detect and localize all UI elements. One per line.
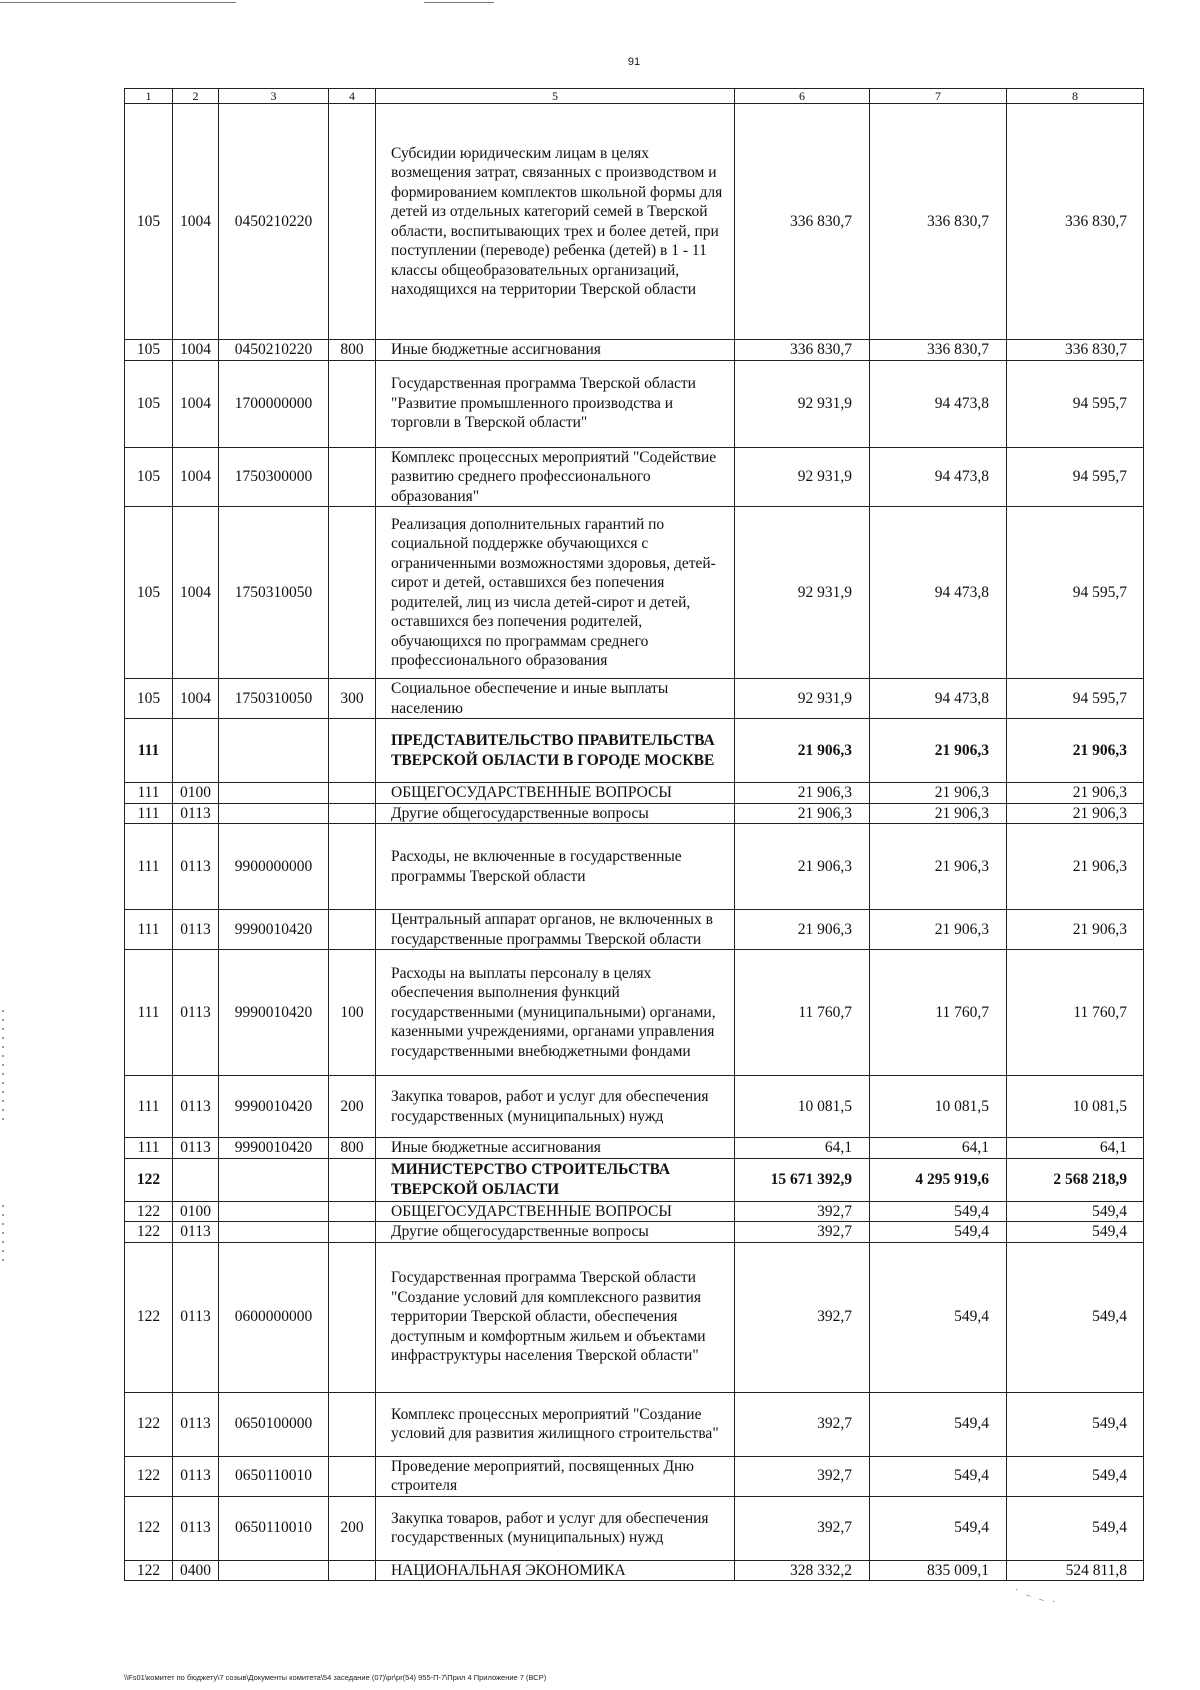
table-row [125,1496,1144,1560]
cell-expense-type [329,783,376,804]
cell-amount-year-1: 10 081,5 [735,1076,870,1138]
cell-amount-year-3: 94 595,7 [1007,507,1144,679]
cell-ministry-code: 122 [125,1456,173,1496]
cell-amount-year-3: 336 830,7 [1007,104,1144,340]
table-row-section-total [125,719,1144,783]
table-row [125,360,1144,447]
cell-ministry-code: 122 [125,1201,173,1222]
cell-description: МИНИСТЕРСТВО СТРОИТЕЛЬСТВА ТВЕРСКОЙ ОБЛАСТИ [376,1158,735,1201]
cell-expense-type [329,1158,376,1201]
cell-section-code: 1004 [173,447,219,507]
cell-expense-type [329,447,376,507]
cell-ministry-code: 111 [125,1076,173,1138]
cell-description: Проведение мероприятий, посвященных Дню строителя [376,1456,735,1496]
cell-description: Государственная программа Тверской области "Создание условий для комплексного развития территории Тверской области, обеспечения доступным и комфортным жильем и объектами инфраструктуры населения Тверской области" [376,1242,735,1392]
table-row [125,1076,1144,1138]
cell-expense-type [329,1392,376,1456]
cell-expense-type [329,360,376,447]
cell-target-code: 0450210220 [219,340,329,361]
cell-amount-year-2: 21 906,3 [870,824,1007,910]
budget-table [124,88,1144,1581]
cell-amount-year-1: 21 906,3 [735,824,870,910]
cell-ministry-code: 111 [125,783,173,804]
cell-amount-year-2: 549,4 [870,1201,1007,1222]
scan-edge-line [424,2,494,3]
cell-ministry-code: 105 [125,104,173,340]
cell-expense-type: 100 [329,950,376,1076]
cell-description: Закупка товаров, работ и услуг для обеспечения государственных (муниципальных) нужд [376,1496,735,1560]
cell-ministry-code: 122 [125,1560,173,1581]
cell-description: ПРЕДСТАВИТЕЛЬСТВО ПРАВИТЕЛЬСТВА ТВЕРСКОЙ ОБЛАСТИ В ГОРОДЕ МОСКВЕ [376,719,735,783]
table-row [125,447,1144,507]
cell-description: Реализация дополнительных гарантий по социальной поддержке обучающихся с ограниченными возможностями здоровья, детей-сирот и детей, оставшихся без попечения родителей, лиц из числа детей-сирот и детей, оставшихся без попечения родителей, обучающихся по программам среднего профессионального образования [376,507,735,679]
cell-amount-year-1: 21 906,3 [735,803,870,824]
column-header: 5 [376,89,735,104]
cell-target-code [219,719,329,783]
cell-amount-year-1: 64,1 [735,1138,870,1159]
cell-description: Иные бюджетные ассигнования [376,340,735,361]
cell-ministry-code: 111 [125,824,173,910]
cell-amount-year-2: 94 473,8 [870,360,1007,447]
cell-amount-year-1: 92 931,9 [735,507,870,679]
cell-amount-year-2: 4 295 919,6 [870,1158,1007,1201]
cell-section-code: 1004 [173,104,219,340]
cell-amount-year-3: 21 906,3 [1007,719,1144,783]
cell-amount-year-3: 549,4 [1007,1496,1144,1560]
cell-ministry-code: 122 [125,1392,173,1456]
cell-amount-year-1: 15 671 392,9 [735,1158,870,1201]
cell-description: Центральный аппарат органов, не включенных в государственные программы Тверской области [376,910,735,950]
cell-target-code: 9990010420 [219,910,329,950]
cell-ministry-code: 111 [125,803,173,824]
cell-amount-year-1: 392,7 [735,1201,870,1222]
cell-section-code: 0113 [173,910,219,950]
cell-section-code: 0113 [173,1496,219,1560]
cell-section-code: 0113 [173,824,219,910]
table-row [125,950,1144,1076]
table-row [125,910,1144,950]
cell-amount-year-1: 11 760,7 [735,950,870,1076]
cell-description: Закупка товаров, работ и услуг для обеспечения государственных (муниципальных) нужд [376,1076,735,1138]
cell-description: Государственная программа Тверской области "Развитие промышленного производства и торговли в Тверской области" [376,360,735,447]
cell-amount-year-1: 392,7 [735,1222,870,1243]
table-row [125,104,1144,340]
cell-description: Комплекс процессных мероприятий "Создание условий для развития жилищного строительства" [376,1392,735,1456]
cell-target-code: 1750300000 [219,447,329,507]
cell-target-code: 1750310050 [219,507,329,679]
cell-ministry-code: 105 [125,447,173,507]
table-row [125,507,1144,679]
cell-section-code: 0400 [173,1560,219,1581]
footer-file-path: \\Fs01\комитет по бюджету\7 созыв\Документы комитета\54 заседание (07)\pr\pr(54) 955-П-7\Прил 4 Приложение 7 (ВСР) [124,1673,547,1682]
column-header: 8 [1007,89,1144,104]
cell-amount-year-2: 21 906,3 [870,910,1007,950]
cell-amount-year-1: 328 332,2 [735,1560,870,1581]
cell-amount-year-1: 392,7 [735,1242,870,1392]
cell-description: Расходы, не включенные в государственные программы Тверской области [376,824,735,910]
cell-amount-year-3: 2 568 218,9 [1007,1158,1144,1201]
table-row [125,1456,1144,1496]
column-header: 3 [219,89,329,104]
cell-description: Расходы на выплаты персоналу в целях обеспечения выполнения функций государственными (муниципальными) органами, казенными учреждениями, органами управления государственными внебюджетными фондами [376,950,735,1076]
cell-target-code: 9990010420 [219,1138,329,1159]
cell-ministry-code: 105 [125,360,173,447]
cell-description: Другие общегосударственные вопросы [376,803,735,824]
cell-amount-year-2: 64,1 [870,1138,1007,1159]
cell-amount-year-3: 10 081,5 [1007,1076,1144,1138]
table-row [125,1138,1144,1159]
cell-target-code [219,783,329,804]
cell-section-code: 0113 [173,803,219,824]
cell-amount-year-2: 94 473,8 [870,447,1007,507]
cell-ministry-code: 122 [125,1242,173,1392]
cell-amount-year-1: 21 906,3 [735,783,870,804]
cell-section-code: 0113 [173,1076,219,1138]
cell-expense-type: 300 [329,679,376,719]
cell-amount-year-2: 11 760,7 [870,950,1007,1076]
cell-amount-year-2: 21 906,3 [870,803,1007,824]
cell-target-code: 0450210220 [219,104,329,340]
cell-amount-year-1: 336 830,7 [735,340,870,361]
cell-amount-year-2: 549,4 [870,1496,1007,1560]
cell-description: ОБЩЕГОСУДАРСТВЕННЫЕ ВОПРОСЫ [376,1201,735,1222]
cell-expense-type: 200 [329,1496,376,1560]
cell-amount-year-3: 336 830,7 [1007,340,1144,361]
cell-section-code: 1004 [173,679,219,719]
table-row [125,1222,1144,1243]
cell-amount-year-1: 392,7 [735,1392,870,1456]
cell-section-code: 0113 [173,1392,219,1456]
cell-expense-type [329,1242,376,1392]
cell-target-code: 9990010420 [219,950,329,1076]
cell-section-code: 0113 [173,950,219,1076]
cell-target-code [219,1201,329,1222]
cell-expense-type [329,719,376,783]
cell-amount-year-3: 524 811,8 [1007,1560,1144,1581]
table-row [125,803,1144,824]
cell-target-code: 1750310050 [219,679,329,719]
table-row-section-total [125,1158,1144,1201]
cell-ministry-code: 122 [125,1496,173,1560]
cell-ministry-code: 105 [125,507,173,679]
cell-ministry-code: 111 [125,950,173,1076]
cell-description: НАЦИОНАЛЬНАЯ ЭКОНОМИКА [376,1560,735,1581]
cell-target-code: 0650100000 [219,1392,329,1456]
cell-expense-type [329,1222,376,1243]
cell-ministry-code: 111 [125,910,173,950]
cell-expense-type [329,507,376,679]
cell-ministry-code: 122 [125,1158,173,1201]
column-header: 2 [173,89,219,104]
table-row [125,783,1144,804]
cell-amount-year-1: 21 906,3 [735,910,870,950]
cell-amount-year-2: 10 081,5 [870,1076,1007,1138]
cell-amount-year-3: 549,4 [1007,1456,1144,1496]
cell-target-code [219,1222,329,1243]
cell-amount-year-2: 336 830,7 [870,104,1007,340]
cell-amount-year-1: 21 906,3 [735,719,870,783]
cell-amount-year-3: 549,4 [1007,1242,1144,1392]
cell-target-code [219,1158,329,1201]
cell-amount-year-3: 21 906,3 [1007,783,1144,804]
cell-amount-year-3: 64,1 [1007,1138,1144,1159]
cell-section-code: 0113 [173,1138,219,1159]
column-header-row [125,89,1144,104]
table-row [125,1392,1144,1456]
cell-target-code: 0650110010 [219,1496,329,1560]
cell-description: Субсидии юридическим лицам в целях возмещения затрат, связанных с производством и формированием комплектов школьной формы для детей из отдельных категорий семей в Тверской области, воспитывающих трех и более детей, при поступлении (переводе) ребенка (детей) в 1 - 11 классы общеобразовательных организаций, находящихся на территории Тверской области [376,104,735,340]
cell-amount-year-1: 92 931,9 [735,360,870,447]
cell-section-code: 1004 [173,507,219,679]
cell-section-code: 0113 [173,1456,219,1496]
cell-target-code: 9990010420 [219,1076,329,1138]
cell-amount-year-1: 392,7 [735,1456,870,1496]
cell-expense-type: 200 [329,1076,376,1138]
scan-margin-dots [2,1205,4,1265]
cell-amount-year-3: 94 595,7 [1007,360,1144,447]
cell-amount-year-2: 336 830,7 [870,340,1007,361]
cell-amount-year-3: 21 906,3 [1007,803,1144,824]
cell-expense-type: 800 [329,340,376,361]
cell-description: ОБЩЕГОСУДАРСТВЕННЫЕ ВОПРОСЫ [376,783,735,804]
cell-amount-year-2: 94 473,8 [870,507,1007,679]
cell-amount-year-3: 549,4 [1007,1201,1144,1222]
cell-target-code [219,803,329,824]
cell-ministry-code: 111 [125,1138,173,1159]
cell-section-code: 0100 [173,1201,219,1222]
cell-expense-type [329,1560,376,1581]
scan-margin-dots [2,1010,4,1120]
table-row [125,824,1144,910]
column-header: 6 [735,89,870,104]
cell-target-code [219,1560,329,1581]
cell-amount-year-3: 21 906,3 [1007,824,1144,910]
cell-amount-year-3: 549,4 [1007,1222,1144,1243]
cell-expense-type [329,824,376,910]
cell-section-code: 0100 [173,783,219,804]
cell-amount-year-2: 21 906,3 [870,783,1007,804]
table-row [125,679,1144,719]
cell-amount-year-2: 549,4 [870,1242,1007,1392]
cell-amount-year-2: 94 473,8 [870,679,1007,719]
cell-amount-year-3: 21 906,3 [1007,910,1144,950]
cell-amount-year-1: 336 830,7 [735,104,870,340]
cell-amount-year-2: 21 906,3 [870,719,1007,783]
cell-section-code [173,1158,219,1201]
cell-ministry-code: 111 [125,719,173,783]
table-row [125,1242,1144,1392]
cell-ministry-code: 122 [125,1222,173,1243]
cell-expense-type [329,1201,376,1222]
cell-ministry-code: 105 [125,679,173,719]
cell-amount-year-2: 835 009,1 [870,1560,1007,1581]
cell-description: Комплекс процессных мероприятий "Содействие развитию среднего профессионального образования" [376,447,735,507]
cell-section-code: 1004 [173,360,219,447]
cell-target-code: 0650110010 [219,1456,329,1496]
cell-expense-type [329,104,376,340]
cell-target-code: 0600000000 [219,1242,329,1392]
page-number: 91 [627,56,641,68]
table-row [125,1560,1144,1581]
cell-section-code: 0113 [173,1242,219,1392]
column-header: 4 [329,89,376,104]
cell-amount-year-3: 94 595,7 [1007,679,1144,719]
cell-amount-year-3: 94 595,7 [1007,447,1144,507]
scan-edge-line [0,2,236,3]
scan-artifact-marks: ˙ ⁻ ⁻ ˙ [1011,1586,1059,1614]
cell-amount-year-1: 392,7 [735,1496,870,1560]
cell-amount-year-3: 11 760,7 [1007,950,1144,1076]
cell-amount-year-1: 92 931,9 [735,447,870,507]
cell-expense-type [329,1456,376,1496]
cell-expense-type [329,803,376,824]
cell-amount-year-1: 92 931,9 [735,679,870,719]
cell-section-code: 1004 [173,340,219,361]
cell-amount-year-2: 549,4 [870,1222,1007,1243]
cell-description: Иные бюджетные ассигнования [376,1138,735,1159]
column-header: 7 [870,89,1007,104]
table-row [125,340,1144,361]
cell-target-code: 1700000000 [219,360,329,447]
table-row [125,1201,1144,1222]
column-header: 1 [125,89,173,104]
cell-amount-year-3: 549,4 [1007,1392,1144,1456]
cell-amount-year-2: 549,4 [870,1456,1007,1496]
cell-target-code: 9900000000 [219,824,329,910]
cell-ministry-code: 105 [125,340,173,361]
cell-description: Социальное обеспечение и иные выплаты населению [376,679,735,719]
cell-expense-type [329,910,376,950]
cell-description: Другие общегосударственные вопросы [376,1222,735,1243]
cell-amount-year-2: 549,4 [870,1392,1007,1456]
cell-expense-type: 800 [329,1138,376,1159]
cell-section-code: 0113 [173,1222,219,1243]
cell-section-code [173,719,219,783]
